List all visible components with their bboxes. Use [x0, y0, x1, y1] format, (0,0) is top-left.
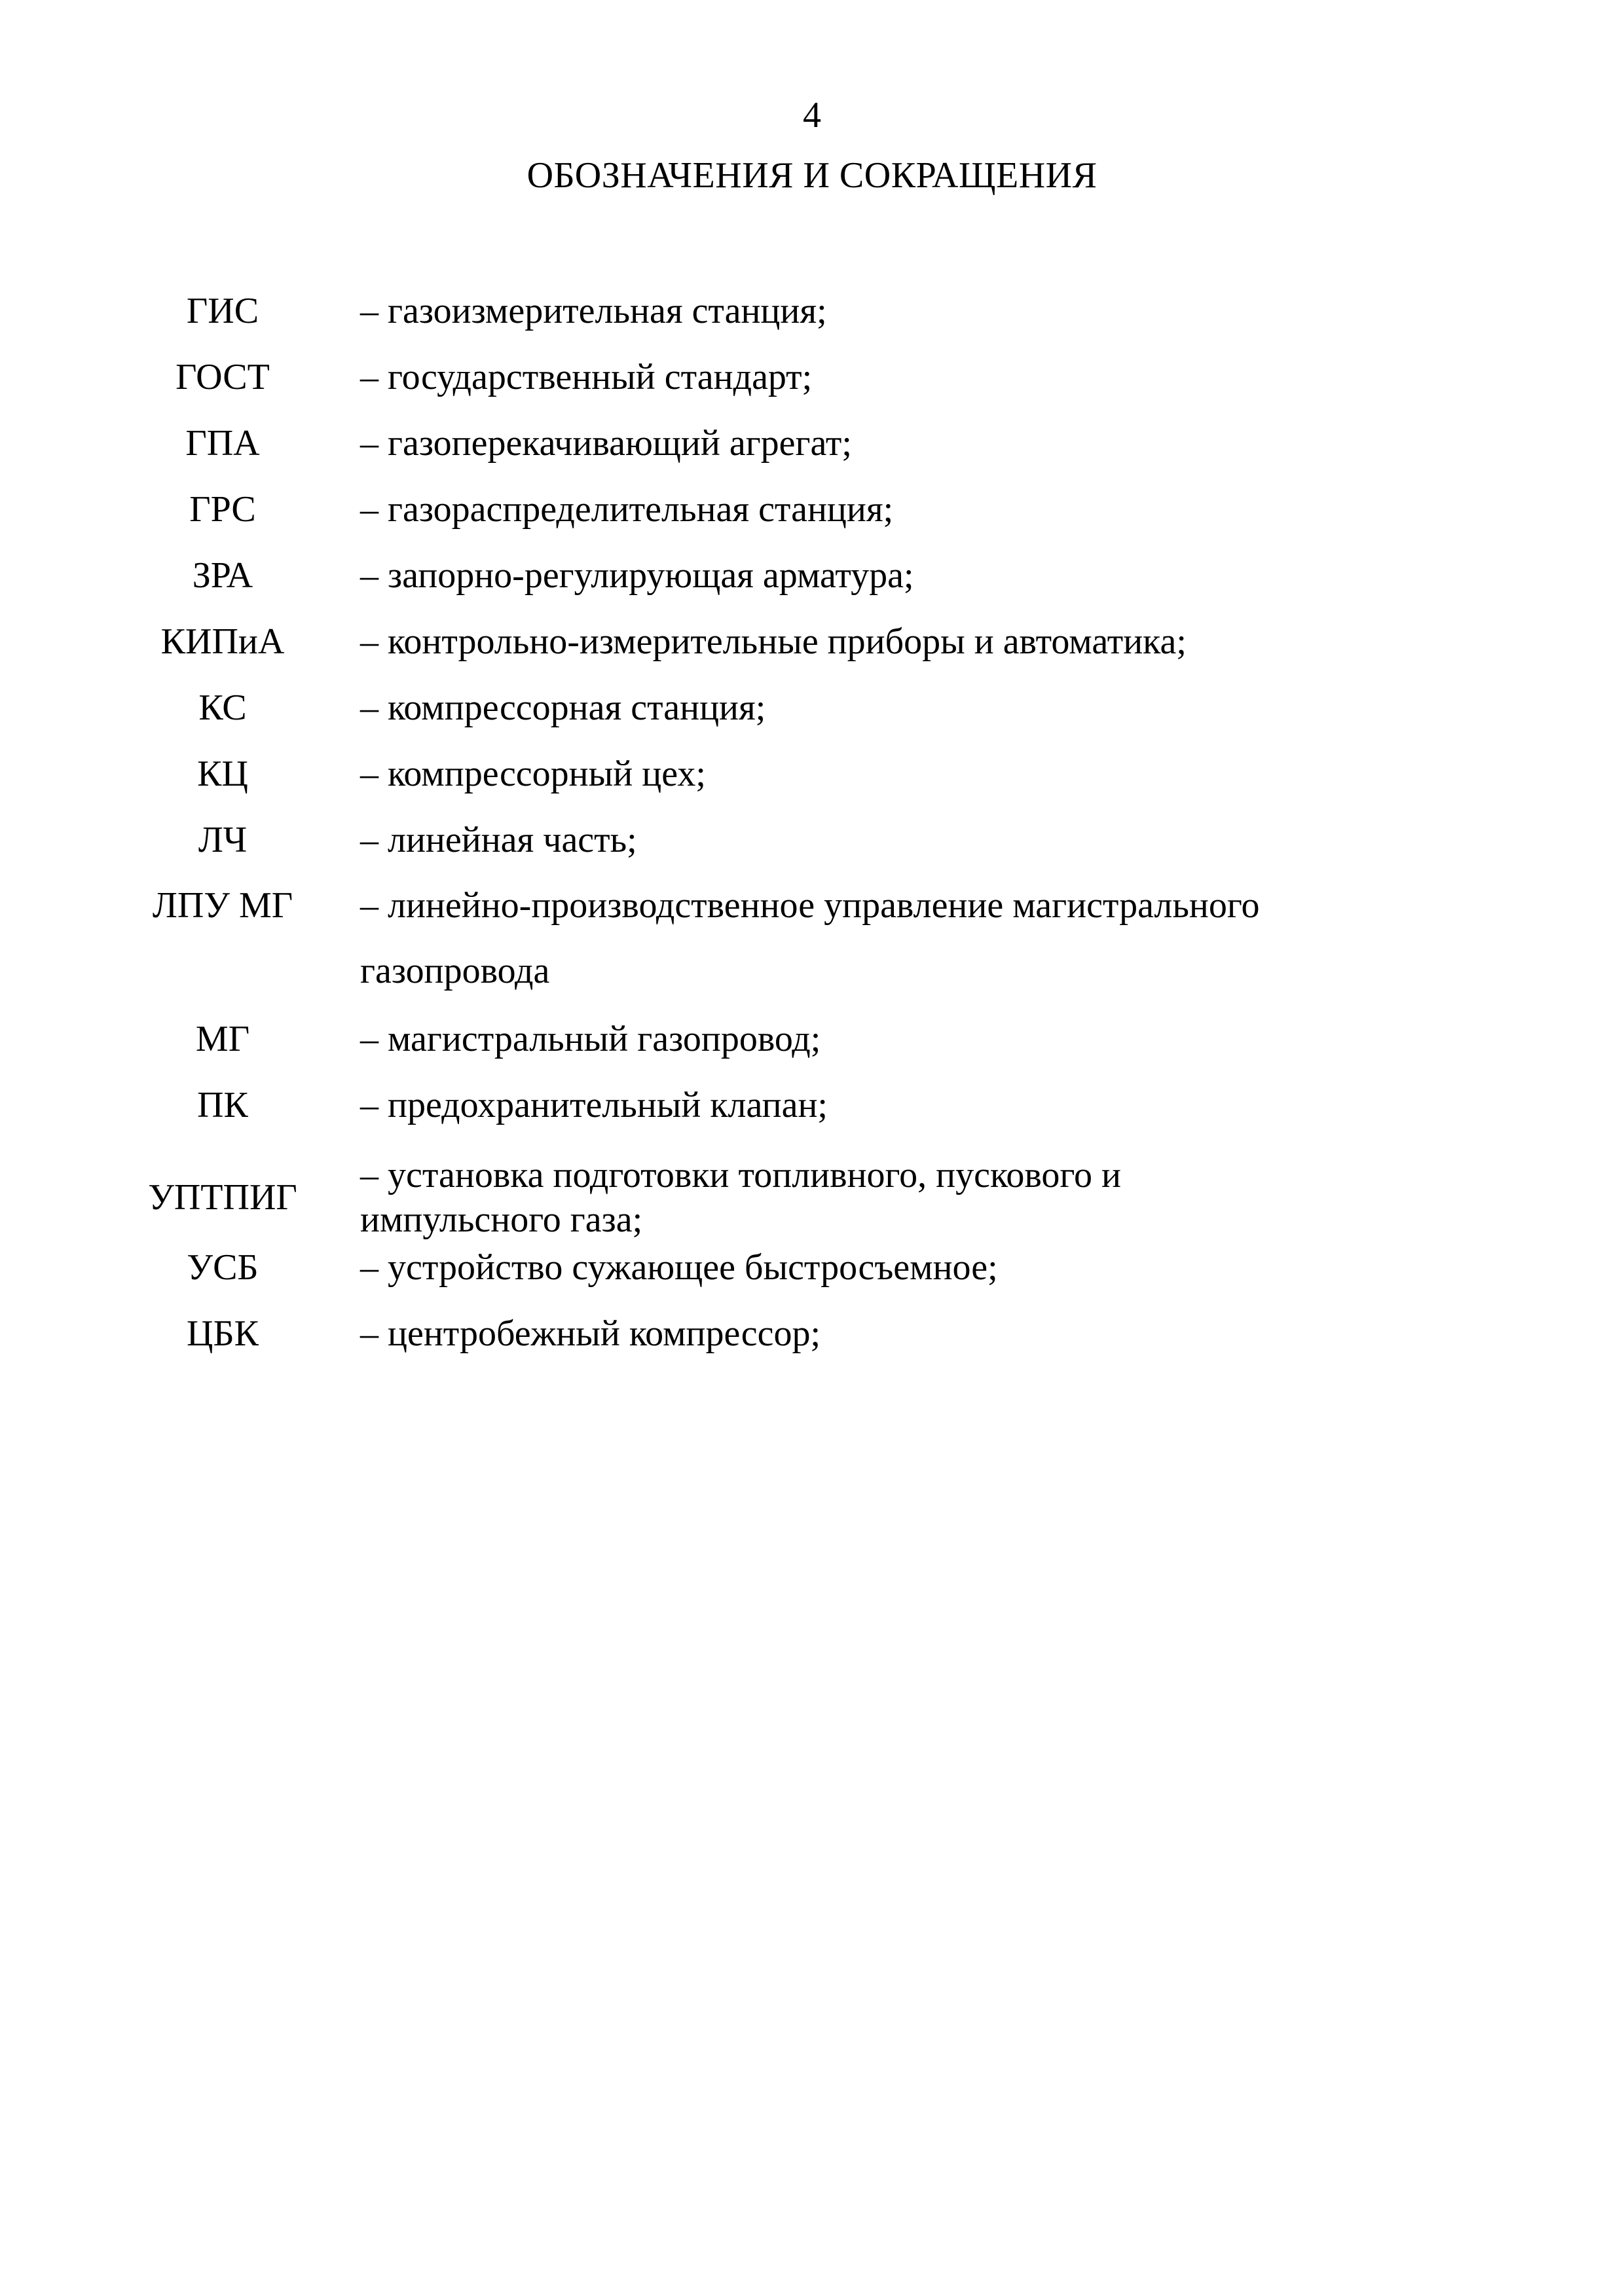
definition: – предохранительный клапан; — [360, 1085, 828, 1125]
abbreviation: ГПА — [185, 423, 260, 464]
abbreviation: ПК — [197, 1085, 248, 1125]
definition: – магистральный газопровод; — [360, 1019, 821, 1059]
abbreviation: ЦБК — [187, 1313, 259, 1354]
abbreviation: КС — [198, 687, 247, 728]
definition: – газоизмерительная станция; — [360, 291, 827, 331]
abbreviation: КИПиА — [160, 621, 285, 662]
definition: – компрессорная станция; — [360, 687, 766, 728]
abbreviation: УСБ — [187, 1247, 259, 1288]
definition: – компрессорный цех; — [360, 754, 706, 794]
definition: – устройство сужающее быстросъемное; — [360, 1247, 998, 1288]
abbreviation: ГИС — [186, 291, 259, 331]
definition: – установка подготовки топливного, пускового и импульсного газа; — [360, 1155, 1121, 1240]
abbreviation: УПТПИГ — [148, 1177, 297, 1218]
definition: – государственный стандарт; — [360, 357, 813, 397]
definition: – линейно-производственное управление магистрального газопровода — [360, 885, 1260, 991]
definition: – запорно-регулирующая арматура; — [360, 555, 914, 596]
definition: – газоперекачивающий агрегат; — [360, 423, 852, 464]
abbreviation: КЦ — [197, 754, 248, 794]
definition: – линейная часть; — [360, 820, 637, 860]
abbreviation: ГРС — [189, 489, 256, 530]
page-number: 4 — [803, 95, 821, 136]
definition: – газораспределительная станция; — [360, 489, 894, 530]
abbreviation: ЛПУ МГ — [152, 885, 293, 926]
abbreviation: МГ — [195, 1019, 250, 1059]
definition: – центробежный компрессор; — [360, 1313, 821, 1354]
abbreviation: ЛЧ — [198, 820, 248, 860]
definition: – контрольно-измерительные приборы и автоматика; — [360, 621, 1187, 662]
page-title: ОБОЗНАЧЕНИЯ И СОКРАЩЕНИЯ — [526, 155, 1098, 196]
abbreviation: ГОСТ — [175, 357, 270, 397]
abbreviation: ЗРА — [192, 555, 253, 596]
